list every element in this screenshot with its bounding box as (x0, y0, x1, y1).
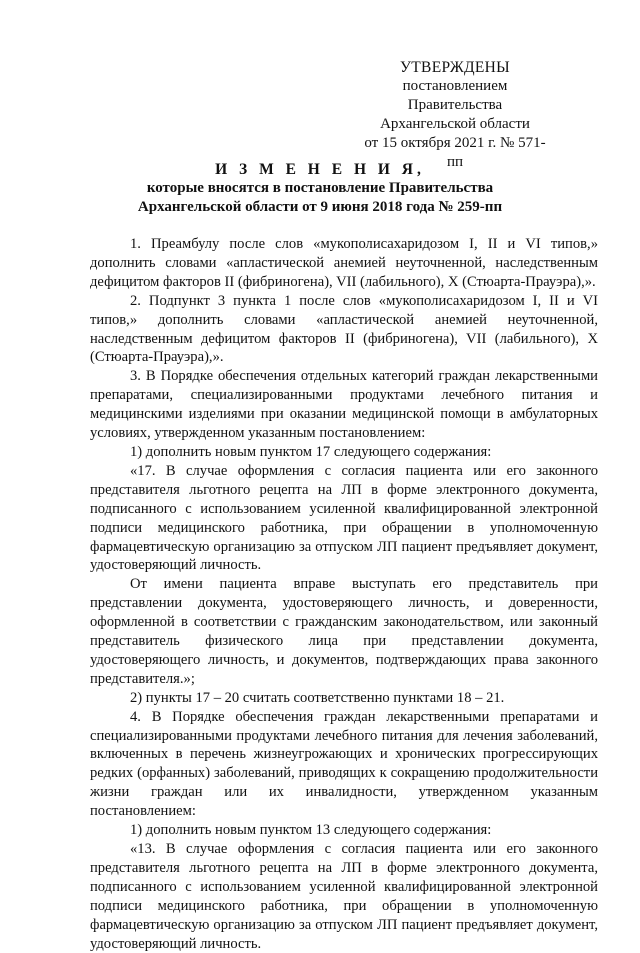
paragraph: 1) дополнить новым пунктом 17 следующего содержания: (130, 443, 492, 460)
paragraph: От имени пациента вправе выступать его представитель при представлении документа, удостоверяющего личность, и доверенности, оформленной в соответствии с гражданским законодательством, или законный представитель физического лица при представлении документа, удостоверяющего личность, и документов, подтверждающих права законного представителя.»; (90, 576, 598, 687)
document-title (80, 160, 560, 217)
approval-line-2: Архангельской области (380, 116, 530, 132)
document-body (90, 235, 598, 953)
paragraph: 1. Преамбулу после слов «мукополисахаридозом I, II и VI типов,» дополнить словами «апластической анемией неуточненной, наследственным дефицитом факторов II (фибриногена), VII (лабильного), X (Стюарта-Прауэра),». (90, 236, 598, 290)
title-line-3: Архангельской области от 9 июня 2018 года № 259-пп (137, 199, 503, 215)
title-main: И З М Е Н Е Н И Я, (215, 161, 425, 178)
paragraph: «17. В случае оформления с согласия пациента или его законного представителя льготного рецепта на ЛП в форме электронного документа, подписанного с использованием усиленной квалифицированной электронной подписи медицинского работника, при обращении в уполномоченную фармацевтическую организацию за отпуском ЛП пациент предъявляет документ, удостоверяющий личность. (90, 462, 598, 574)
paragraph: 2. Подпункт 3 пункта 1 после слов «мукополисахаридозом I, II и VI типов,» дополнить словами «апластической анемией неуточненной, наследственным дефицитом факторов II (фибриногена), VII (лабильного), X (Стюарта-Прауэра),». (90, 292, 598, 366)
paragraph: «13. В случае оформления с согласия пациента или его законного представителя льготного рецепта на ЛП в форме электронного документа, подписанного с использованием усиленной квалифицированной электронной подписи медицинского работника, при обращении в уполномоченную фармацевтическую организацию за отпуском ЛП пациент предъявляет документ, удостоверяющий личность. (90, 841, 598, 952)
paragraph: 3. В Порядке обеспечения отдельных категорий граждан лекарственными препаратами, специализированными продуктами лечебного питания и медицинскими изделиями при оказании медицинской помощи в амбулаторных условиях, утвержденном указанным постановлением: (90, 368, 598, 442)
approval-block (360, 58, 550, 172)
paragraph: 2) пункты 17 – 20 считать соответственно пунктами 18 – 21. (130, 689, 505, 706)
approval-heading: УТВЕРЖДЕНЫ (400, 59, 510, 76)
paragraph: 4. В Порядке обеспечения граждан лекарственными препаратами и специализированными продуктами лечебного питания для лечения заболеваний, включенных в перечень жизнеугрожающих и хронических прогрессирующих редких (орфанных) заболеваний, приводящих к сокращению продолжительности жизни граждан или их инвалидности, утвержденном указанным постановлением: (90, 708, 598, 820)
approval-line-1: постановлением Правительства (402, 78, 508, 113)
approval-line-3: от 15 октября 2021 г. № 571-пп (364, 135, 546, 170)
title-line-2: которые вносятся в постановление Правительства (146, 180, 494, 196)
paragraph: 1) дополнить новым пунктом 13 следующего содержания: (130, 822, 492, 839)
